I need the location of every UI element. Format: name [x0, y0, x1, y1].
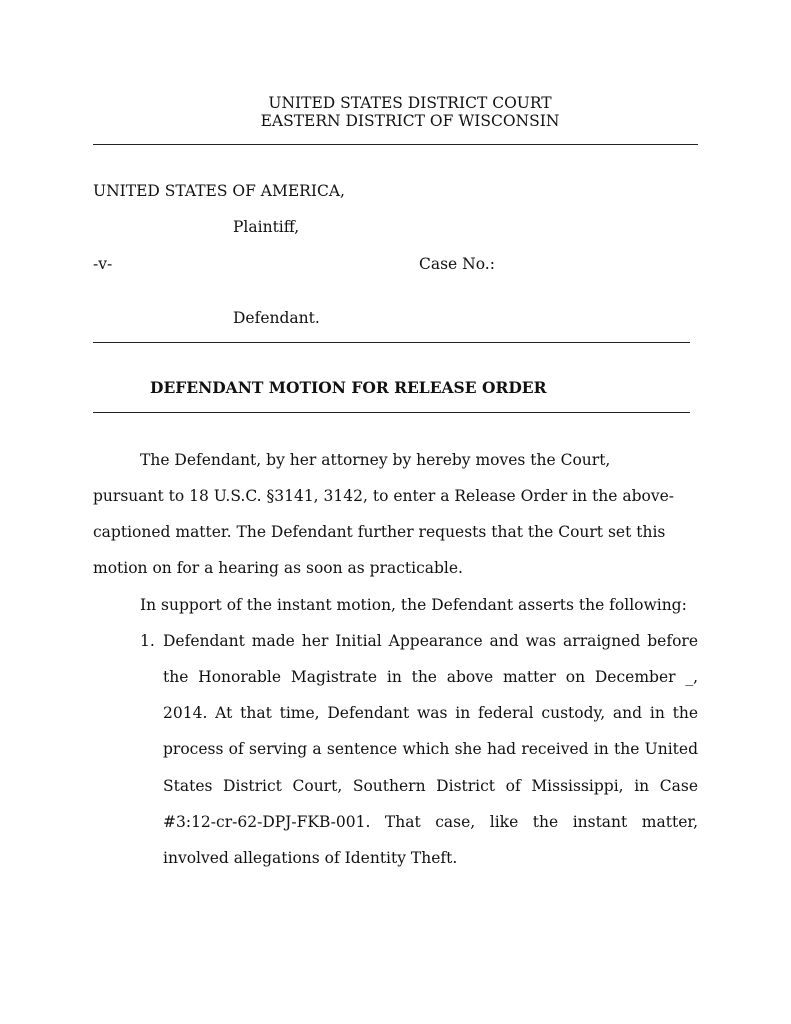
caption-case-number: Case No.: — [419, 255, 495, 273]
list-item-line: #3:12-cr-62-DPJ-FKB-001. That case, like the instant matter, — [163, 813, 698, 831]
caption-plaintiff-label: Plaintiff, — [233, 218, 300, 236]
paragraph-1-line: motion on for a hearing as soon as practicable. — [93, 559, 463, 577]
list-item-line: the Honorable Magistrate in the above matter on December _, — [163, 668, 698, 686]
caption-versus: -v- — [93, 255, 113, 273]
header-rule — [93, 144, 698, 145]
list-item-line: 2014. At that time, Defendant was in federal custody, and in the — [163, 704, 698, 722]
list-item-line: Defendant made her Initial Appearance and was arraigned before — [163, 632, 698, 650]
caption-rule — [93, 342, 690, 343]
document-title: DEFENDANT MOTION FOR RELEASE ORDER — [150, 378, 547, 397]
caption-defendant-label: Defendant. — [233, 309, 320, 327]
list-item-number: 1. — [140, 632, 155, 650]
paragraph-1-line: The Defendant, by her attorney by hereby moves the Court, — [140, 451, 611, 469]
title-rule — [93, 412, 690, 413]
list-item-line: States District Court, Southern District of Mississippi, in Case — [163, 777, 698, 795]
caption-plaintiff-party: UNITED STATES OF AMERICA, — [93, 182, 345, 200]
paragraph-2: In support of the instant motion, the Defendant asserts the following: — [140, 596, 687, 614]
paragraph-1-line: captioned matter. The Defendant further requests that the Court set this — [93, 523, 666, 541]
list-item-line: process of serving a sentence which she had received in the United — [163, 740, 698, 758]
court-name: UNITED STATES DISTRICT COURT — [268, 94, 552, 112]
court-district: EASTERN DISTRICT OF WISCONSIN — [260, 112, 560, 130]
list-item-line: involved allegations of Identity Theft. — [163, 849, 458, 867]
paragraph-1-line: pursuant to 18 U.S.C. §3141, 3142, to enter a Release Order in the above- — [93, 487, 675, 505]
